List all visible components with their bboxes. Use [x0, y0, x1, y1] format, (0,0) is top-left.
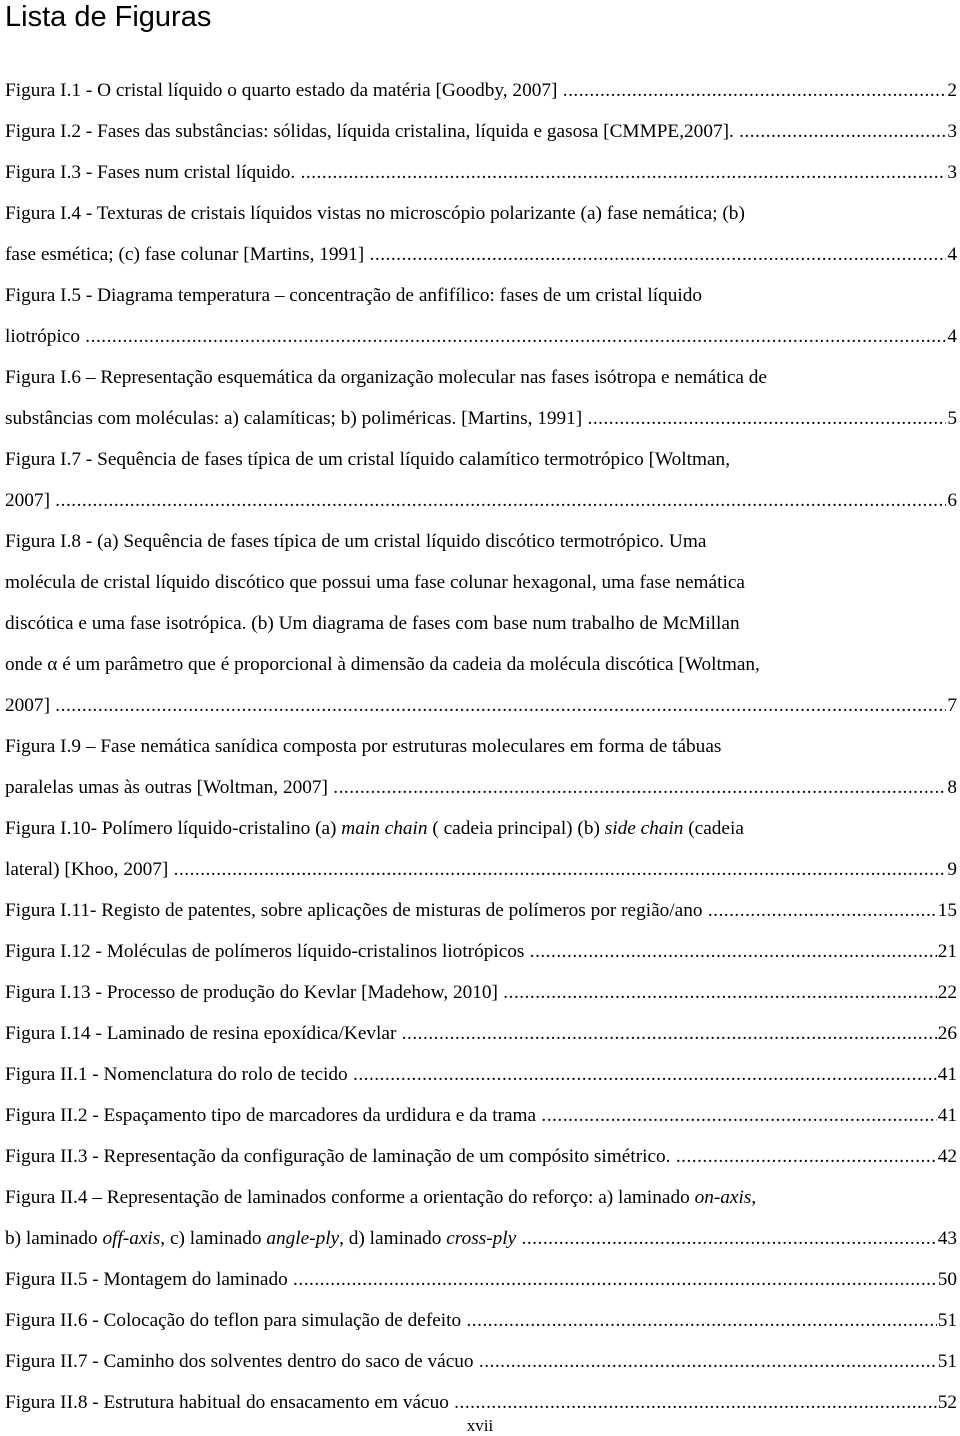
figure-entry-text: Figura I.14 - Laminado de resina epoxídica/Kevlar .....	[5, 1013, 957, 1054]
figure-entry-text: Figura I.3 - Fases num cristal líquido. .....	[5, 152, 957, 193]
text-run: lateral) [Khoo, 2007]	[5, 859, 169, 880]
figure-entry-text: paralelas umas às outras [Woltman, 2007] .....	[5, 767, 957, 808]
figure-entry[interactable]	[5, 152, 957, 193]
figure-page-number: 50	[937, 1259, 957, 1300]
text-run: Figura I.10- Polímero líquido-cristalino (a)	[5, 818, 342, 839]
figure-list	[5, 70, 957, 1423]
figure-page-number: 51	[937, 1341, 957, 1382]
text-run: b) laminado	[5, 1228, 103, 1249]
figure-page-number: 42	[937, 1136, 957, 1177]
figure-entry-text: Figura I.1 - O cristal líquido o quarto estado da matéria [Goodby, 2007] .....	[5, 70, 957, 111]
italic-term: angle-ply	[266, 1228, 340, 1249]
figure-page-number: 41	[937, 1095, 957, 1136]
figure-entry[interactable]	[5, 357, 957, 439]
figure-page-number: 3	[946, 111, 957, 152]
italic-term: main chain	[341, 818, 428, 839]
figure-page-number: 5	[946, 398, 957, 439]
figure-page-number: 43	[937, 1218, 957, 1259]
figure-entry-text: 2007] .....	[5, 685, 957, 726]
figure-entry-text: Figura II.1 - Nomenclatura do rolo de tecido .....	[5, 1054, 957, 1095]
figure-entry[interactable]	[5, 972, 957, 1013]
figure-entry[interactable]	[5, 1341, 957, 1382]
figure-page-number: 7	[946, 685, 957, 726]
italic-term: side chain	[604, 818, 684, 839]
page-number-footer: xvii	[466, 1416, 494, 1435]
figure-entry-text	[5, 1177, 957, 1218]
figure-entry[interactable]	[5, 1054, 957, 1095]
figure-entry[interactable]	[5, 890, 957, 931]
figure-page-number: 6	[946, 480, 957, 521]
figure-entry-text: 2007] .....	[5, 480, 957, 521]
figure-entry[interactable]	[5, 1136, 957, 1177]
figure-page-number: 26	[937, 1013, 957, 1054]
figure-entry-text: molécula de cristal líquido discótico que possui uma fase colunar hexagonal, uma fase nemática	[5, 572, 745, 593]
figure-entry[interactable]	[5, 726, 957, 808]
document-page	[5, 0, 957, 1423]
figure-entry-text: Figura I.12 - Moléculas de polímeros líquido-cristalinos liotrópicos .....	[5, 931, 957, 972]
italic-term: on-axis	[694, 1187, 752, 1208]
figure-entry-text: Figura II.7 - Caminho dos solventes dentro do saco de vácuo .....	[5, 1341, 957, 1382]
figure-page-number: 4	[946, 316, 957, 357]
figure-page-number: 22	[937, 972, 957, 1013]
figure-entry[interactable]	[5, 1300, 957, 1341]
figure-page-number: 2	[946, 70, 957, 111]
figure-entry-text: Figura I.6 – Representação esquemática da organização molecular nas fases isótropa e nemática de	[5, 367, 767, 388]
figure-entry-text: Figura II.3 - Representação da configuração de laminação de um compósito simétrico. .....	[5, 1136, 957, 1177]
figure-entry[interactable]	[5, 808, 957, 890]
figure-page-number: 51	[937, 1300, 957, 1341]
figure-page-number: 41	[937, 1054, 957, 1095]
figure-entry-text: Figura II.8 - Estrutura habitual do ensacamento em vácuo .....	[5, 1382, 957, 1423]
figure-entry-text: Figura I.5 - Diagrama temperatura – concentração de anfifílico: fases de um cristal líquido	[5, 285, 703, 306]
text-run: ,	[751, 1187, 757, 1208]
figure-entry-text: liotrópico .....	[5, 316, 957, 357]
figure-entry-text	[5, 808, 957, 849]
figure-entry-text: fase esmética; (c) fase colunar [Martins, 1991] .....	[5, 234, 957, 275]
figure-entry[interactable]	[5, 521, 957, 726]
figure-page-number: 21	[937, 931, 957, 972]
figure-entry-text: onde α é um parâmetro que é proporcional à dimensão da cadeia da molécula discótica [Woltman,	[5, 654, 760, 675]
figure-page-number: 9	[946, 849, 957, 890]
figure-entry[interactable]	[5, 111, 957, 152]
figure-entry-text	[5, 1218, 957, 1259]
figure-entry[interactable]	[5, 439, 957, 521]
figure-entry[interactable]	[5, 931, 957, 972]
figure-page-number: 15	[937, 890, 957, 931]
figure-entry-text: Figura I.7 - Sequência de fases típica de um cristal líquido calamítico termotrópico [Woltman,	[5, 449, 731, 470]
page-title: Lista de Figuras	[5, 1, 212, 33]
figure-entry-text: Figura I.8 - (a) Sequência de fases típica de um cristal líquido discótico termotrópico. Uma	[5, 531, 707, 552]
figure-entry[interactable]	[5, 1095, 957, 1136]
text-run: , d) laminado	[339, 1228, 447, 1249]
figure-entry-text: Figura I.2 - Fases das substâncias: sólidas, líquida cristalina, líquida e gasosa [CMMPE,2007]. .....	[5, 111, 957, 152]
text-run: (cadeia	[683, 818, 744, 839]
figure-page-number: 3	[946, 152, 957, 193]
figure-entry[interactable]	[5, 275, 957, 357]
figure-entry-text: substâncias com moléculas: a) calamíticas; b) poliméricas. [Martins, 1991] .....	[5, 398, 957, 439]
figure-entry-text: Figura II.5 - Montagem do laminado .....	[5, 1259, 957, 1300]
figure-entry-text: Figura I.4 - Texturas de cristais líquidos vistas no microscópio polarizante (a) fase nemática; (b)	[5, 203, 745, 224]
figure-entry-text: Figura I.11- Registo de patentes, sobre aplicações de misturas de polímeros por região/ano .....	[5, 890, 957, 931]
figure-entry-text: discótica e uma fase isotrópica. (b) Um diagrama de fases com base num trabalho de McMillan	[5, 613, 740, 634]
italic-term: off-axis	[102, 1228, 161, 1249]
figure-entry-text	[5, 849, 957, 890]
figure-entry[interactable]	[5, 70, 957, 111]
text-run: , c) laminado	[160, 1228, 267, 1249]
figure-entry-text: Figura II.2 - Espaçamento tipo de marcadores da urdidura e da trama .....	[5, 1095, 957, 1136]
figure-entry[interactable]	[5, 193, 957, 275]
figure-page-number: 8	[946, 767, 957, 808]
figure-page-number: 52	[937, 1382, 957, 1423]
figure-entry[interactable]	[5, 1177, 957, 1259]
figure-entry-text: Figura II.6 - Colocação do teflon para simulação de defeito .....	[5, 1300, 957, 1341]
figure-page-number: 4	[946, 234, 957, 275]
figure-entry-text: Figura I.13 - Processo de produção do Kevlar [Madehow, 2010] .....	[5, 972, 957, 1013]
text-run: ( cadeia principal) (b)	[427, 818, 605, 839]
figure-entry[interactable]	[5, 1259, 957, 1300]
figure-entry[interactable]	[5, 1013, 957, 1054]
text-run: Figura II.4 – Representação de laminados conforme a orientação do reforço: a) laminado	[5, 1187, 695, 1208]
italic-term: cross-ply	[446, 1228, 517, 1249]
figure-entry-text: Figura I.9 – Fase nemática sanídica composta por estruturas moleculares em forma de tábuas	[5, 736, 722, 757]
